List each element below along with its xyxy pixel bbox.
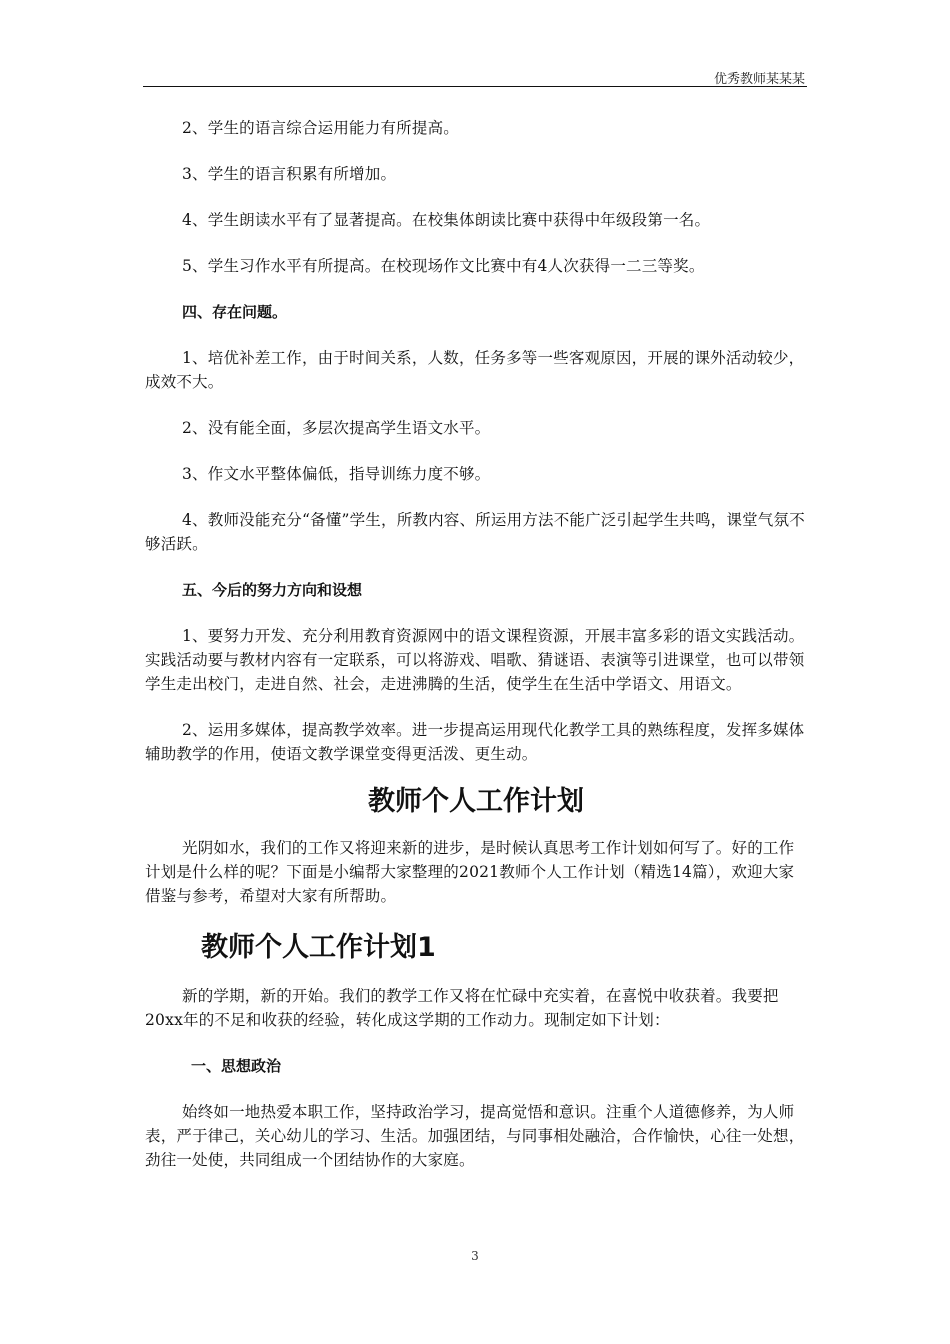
plan1-section1-heading: 一、思想政治 bbox=[191, 1057, 282, 1075]
main-title: 教师个人工作计划 bbox=[368, 786, 584, 817]
page-number: 3 bbox=[471, 1249, 479, 1263]
result-item-3: 3、学生的语言积累有所增加。 bbox=[182, 165, 397, 183]
result-item-4: 4、学生朗读水平有了显著提高。在校集体朗读比赛中获得中年级段第一名。 bbox=[182, 211, 711, 229]
future-item-2: 2、运用多媒体，提高教学效率。进一步提高运用现代化教学工具的熟练程度，发挥多媒体辅助教学的作用，使语文教学课堂变得更活泼、更生动。 bbox=[145, 721, 805, 763]
problems-heading: 四、存在问题。 bbox=[182, 303, 288, 321]
page-content bbox=[145, 116, 807, 1194]
result-item-5: 5、学生习作水平有所提高。在校现场作文比赛中有4人次获得一二三等奖。 bbox=[182, 257, 705, 275]
future-heading: 五、今后的努力方向和设想 bbox=[182, 581, 363, 599]
plan1-title: 教师个人工作计划1 bbox=[201, 932, 436, 963]
problem-item-1: 1、培优补差工作，由于时间关系，人数，任务多等一些客观原因，开展的课外活动较少，成效不大。 bbox=[145, 349, 805, 391]
main-intro: 光阴如水，我们的工作又将迎来新的进步，是时候认真思考工作计划如何写了。好的工作计划是什么样的呢？下面是小编帮大家整理的2021教师个人工作计划（精选14篇），欢迎大家借鉴与参考，希望对大家有所帮助。 bbox=[145, 839, 795, 905]
problem-item-2: 2、没有能全面，多层次提高学生语文水平。 bbox=[182, 419, 491, 437]
header-divider bbox=[143, 86, 807, 87]
running-header: 优秀教师某某某 bbox=[713, 72, 805, 87]
result-item-2: 2、学生的语言综合运用能力有所提高。 bbox=[182, 119, 459, 137]
problem-item-4: 4、教师没能充分“备懂”学生，所教内容、所运用方法不能广泛引起学生共鸣，课堂气氛不够活跃。 bbox=[145, 511, 805, 553]
plan1-section1-text: 始终如一地热爱本职工作，坚持政治学习，提高觉悟和意识。注重个人道德修养，为人师表，严于律己，关心幼儿的学习、生活。加强团结，与同事相处融洽，合作愉快，心往一处想，劲往一处使，共同组成一个团结协作的大家庭。 bbox=[145, 1103, 805, 1169]
future-item-1: 1、要努力开发、充分利用教育资源网中的语文课程资源，开展丰富多彩的语文实践活动。实践活动要与教材内容有一定联系，可以将游戏、唱歌、猜谜语、表演等引进课堂，也可以带领学生走出校门，走进自然、社会，走进沸腾的生活，使学生在生活中学语文、用语文。 bbox=[145, 627, 805, 693]
problem-item-3: 3、作文水平整体偏低，指导训练力度不够。 bbox=[182, 465, 491, 483]
plan1-intro: 新的学期，新的开始。我们的教学工作又将在忙碌中充实着，在喜悦中收获着。我要把20xx年的不足和收获的经验，转化成这学期的工作动力。现制定如下计划： bbox=[145, 987, 779, 1029]
